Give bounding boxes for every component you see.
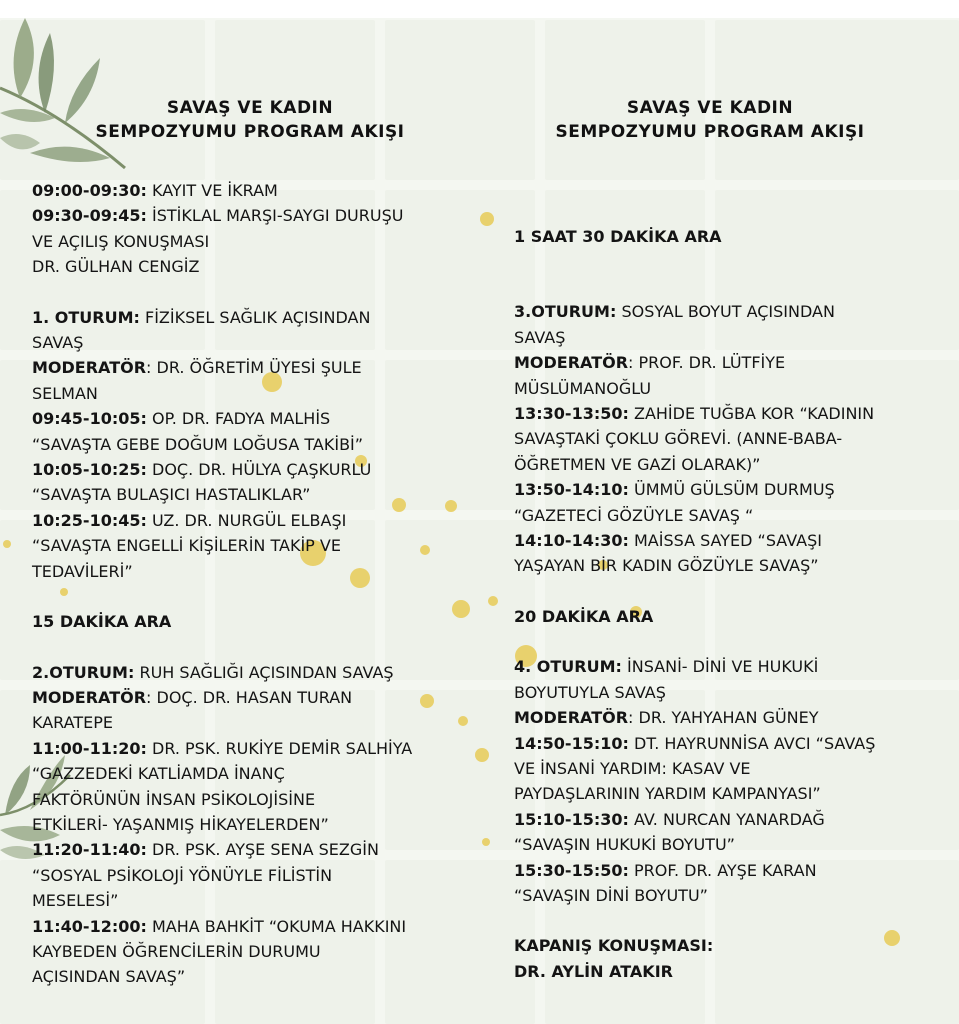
program-line: DR. GÜLHAN CENGİZ — [32, 257, 200, 277]
program-line: YAŞAYAN BİR KADIN GÖZÜYLE SAVAŞ” — [514, 556, 819, 576]
bold-label: 09:00-09:30: — [32, 181, 147, 200]
closing-speech: KAPANIŞ KONUŞMASI: — [514, 936, 714, 956]
bold-label: 10:05-10:25: — [32, 460, 147, 480]
program-line: BOYUTUYLA SAVAŞ — [514, 682, 666, 702]
bold-label: 13:50-14:10: — [514, 480, 629, 500]
bold-label: 4. OTURUM: — [514, 657, 622, 677]
text-span: MAİSSA SAYED “SAVAŞI — [628, 531, 822, 551]
program-line: ÖĞRETMEN VE GAZİ OLARAK)” — [514, 454, 761, 474]
text-span: : DR. YAHYAHAN GÜNEY — [628, 708, 819, 728]
gold-splatter-dot — [3, 540, 11, 548]
text-span: SEMPOZYUMU PROGRAM AKIŞI — [95, 122, 405, 142]
program-line — [32, 914, 472, 939]
spacer — [514, 629, 954, 654]
program-line: “SAVAŞIN HUKUKİ BOYUTU” — [514, 835, 735, 855]
text-span: PROF. DR. AYŞE KARAN — [628, 860, 817, 880]
bold-label: 11:40-12:00: — [32, 916, 147, 936]
text-span: SAVAŞ VE KADIN — [166, 98, 334, 118]
program-line — [32, 203, 472, 228]
program-line: SAVAŞ — [514, 327, 566, 347]
spacer — [514, 579, 954, 604]
spacer — [32, 584, 472, 609]
text-span: ÜMMÜ GÜLSÜM DURMUŞ — [628, 480, 835, 500]
program-line: PAYDAŞLARININ YARDIM KAMPANYASI” — [514, 784, 821, 804]
program-line: “GAZETECİ GÖZÜYLE SAVAŞ “ — [514, 505, 754, 525]
program-line: “SAVAŞTA GEBE DOĞUM LOĞUSA TAKİBİ” — [32, 434, 364, 454]
program-line — [32, 508, 472, 533]
program-line: MESELESİ” — [32, 891, 119, 911]
gold-splatter-dot — [480, 212, 494, 226]
program-line — [514, 477, 954, 502]
gold-splatter-dot — [475, 748, 489, 762]
text-span: SOSYAL BOYUT AÇISINDAN — [616, 302, 835, 322]
text-span: : DOÇ. DR. HASAN TURAN — [146, 687, 353, 707]
spacer — [32, 280, 472, 305]
program-line: “SAVAŞTA BULAŞICI HASTALIKLAR” — [32, 485, 311, 505]
program-line — [514, 401, 954, 426]
bold-label: 3.OTURUM: — [514, 302, 617, 322]
right-program — [514, 224, 954, 984]
gold-splatter-dot — [482, 838, 490, 846]
bold-label: 2.OTURUM: — [32, 662, 135, 682]
program-line: MÜSLÜMANOĞLU — [514, 378, 652, 398]
program-line: “GAZZEDEKİ KATLİAMDA İNANÇ — [32, 764, 285, 784]
program-line: ETKİLERİ- YAŞANMIŞ HİKAYELERDEN” — [32, 814, 329, 834]
session-1 — [32, 305, 472, 330]
text-span: KAYIT VE İKRAM — [146, 181, 278, 200]
right-title — [500, 96, 920, 144]
text-span: RUH SAĞLIĞI AÇISINDAN SAVAŞ — [134, 662, 394, 682]
program-line: VE AÇILIŞ KONUŞMASI — [32, 231, 210, 251]
text-span: MAHA BAHKİT “OKUMA HAKKINI — [146, 916, 407, 936]
bold-label: 09:30-09:45: — [32, 206, 147, 226]
text-span: DT. HAYRUNNİSA AVCI “SAVAŞ — [628, 733, 876, 753]
program-line — [32, 355, 472, 380]
bold-label: MODERATÖR — [32, 358, 147, 378]
bold-label: MODERATÖR — [32, 687, 147, 707]
session-4 — [514, 654, 954, 679]
spacer — [514, 249, 954, 274]
bold-label: 15:10-15:30: — [514, 809, 629, 829]
session-3 — [514, 299, 954, 324]
program-line — [514, 528, 954, 553]
program-line — [514, 807, 954, 832]
text-span: İNSANİ- DİNİ VE HUKUKİ — [621, 657, 819, 677]
bold-label: MODERATÖR — [514, 708, 629, 728]
text-span: : PROF. DR. LÜTFİYE — [628, 353, 786, 373]
bold-label: 11:00-11:20: — [32, 738, 147, 758]
program-line — [514, 350, 954, 375]
spacer — [514, 908, 954, 933]
bold-label: 13:30-13:50: — [514, 404, 629, 424]
text-span: SEMPOZYUMU PROGRAM AKIŞI — [555, 122, 865, 142]
program-line: VE İNSANİ YARDIM: KASAV VE — [514, 758, 751, 778]
bold-label: MODERATÖR — [514, 353, 629, 373]
program-line: “SAVAŞIN DİNİ BOYUTU” — [514, 885, 708, 905]
bold-label: 1. OTURUM: — [32, 307, 140, 327]
bold-label: 10:25-10:45: — [32, 510, 147, 530]
bold-label: 15:30-15:50: — [514, 860, 629, 880]
closing-speaker: DR. AYLİN ATAKIR — [514, 961, 673, 981]
program-line — [514, 705, 954, 730]
program-line — [514, 858, 954, 883]
text-span: UZ. DR. NURGÜL ELBAŞI — [146, 510, 347, 530]
spacer — [32, 635, 472, 660]
text-span: OP. DR. FADYA MALHİS — [146, 409, 331, 429]
text-span: DR. PSK. AYŞE SENA SEZGİN — [146, 840, 379, 860]
program-line: “SOSYAL PSİKOLOJİ YÖNÜYLE FİLİSTİN — [32, 865, 333, 885]
program-line — [32, 457, 472, 482]
program-line — [32, 837, 472, 862]
program-line — [514, 731, 954, 756]
session-2 — [32, 660, 472, 685]
text-span: İSTİKLAL MARŞI-SAYGI DURUŞU — [146, 206, 404, 226]
text-span: DR. PSK. RUKİYE DEMİR SALHİYA — [146, 738, 413, 758]
break-2: 20 DAKİKA ARA — [514, 606, 654, 626]
program-line: FAKTÖRÜNÜN İNSAN PSİKOLOJİSİNE — [32, 789, 316, 809]
text-span: : DR. ÖĞRETİM ÜYESİ ŞULE — [146, 358, 362, 378]
left-program — [32, 178, 472, 990]
program-line: KAYBEDEN ÖĞRENCİLERİN DURUMU — [32, 941, 321, 961]
program-line: AÇISINDAN SAVAŞ” — [32, 967, 186, 987]
lunch-break: 1 SAAT 30 DAKİKA ARA — [514, 227, 722, 246]
program-line: SAVAŞ — [32, 333, 84, 353]
program-line — [32, 178, 472, 203]
bold-label: 14:50-15:10: — [514, 733, 629, 753]
spacer — [514, 274, 954, 299]
program-line: SAVAŞTAKİ ÇOKLU GÖREVİ. (ANNE-BABA- — [514, 429, 843, 449]
program-line: SELMAN — [32, 383, 98, 403]
bold-label: 09:45-10:05: — [32, 409, 147, 429]
left-title — [40, 96, 460, 144]
break-1: 15 DAKİKA ARA — [32, 612, 172, 632]
text-span: DOÇ. DR. HÜLYA ÇAŞKURLU — [146, 460, 372, 480]
gold-splatter-dot — [488, 596, 498, 606]
text-span: AV. NURCAN YANARDAĞ — [628, 809, 825, 829]
text-span: ZAHİDE TUĞBA KOR “KADININ — [628, 404, 875, 424]
program-line — [32, 685, 472, 710]
program-line: TEDAVİLERİ” — [32, 561, 133, 581]
program-line: “SAVAŞTA ENGELLİ KİŞİLERİN TAKİP VE — [32, 536, 341, 556]
text-span: SAVAŞ VE KADIN — [626, 98, 794, 118]
program-line — [32, 736, 472, 761]
text-span: FİZİKSEL SAĞLIK AÇISINDAN — [139, 307, 371, 327]
program-line: KARATEPE — [32, 713, 113, 733]
bold-label: 14:10-14:30: — [514, 531, 629, 551]
program-line — [32, 406, 472, 431]
bold-label: 11:20-11:40: — [32, 840, 147, 860]
